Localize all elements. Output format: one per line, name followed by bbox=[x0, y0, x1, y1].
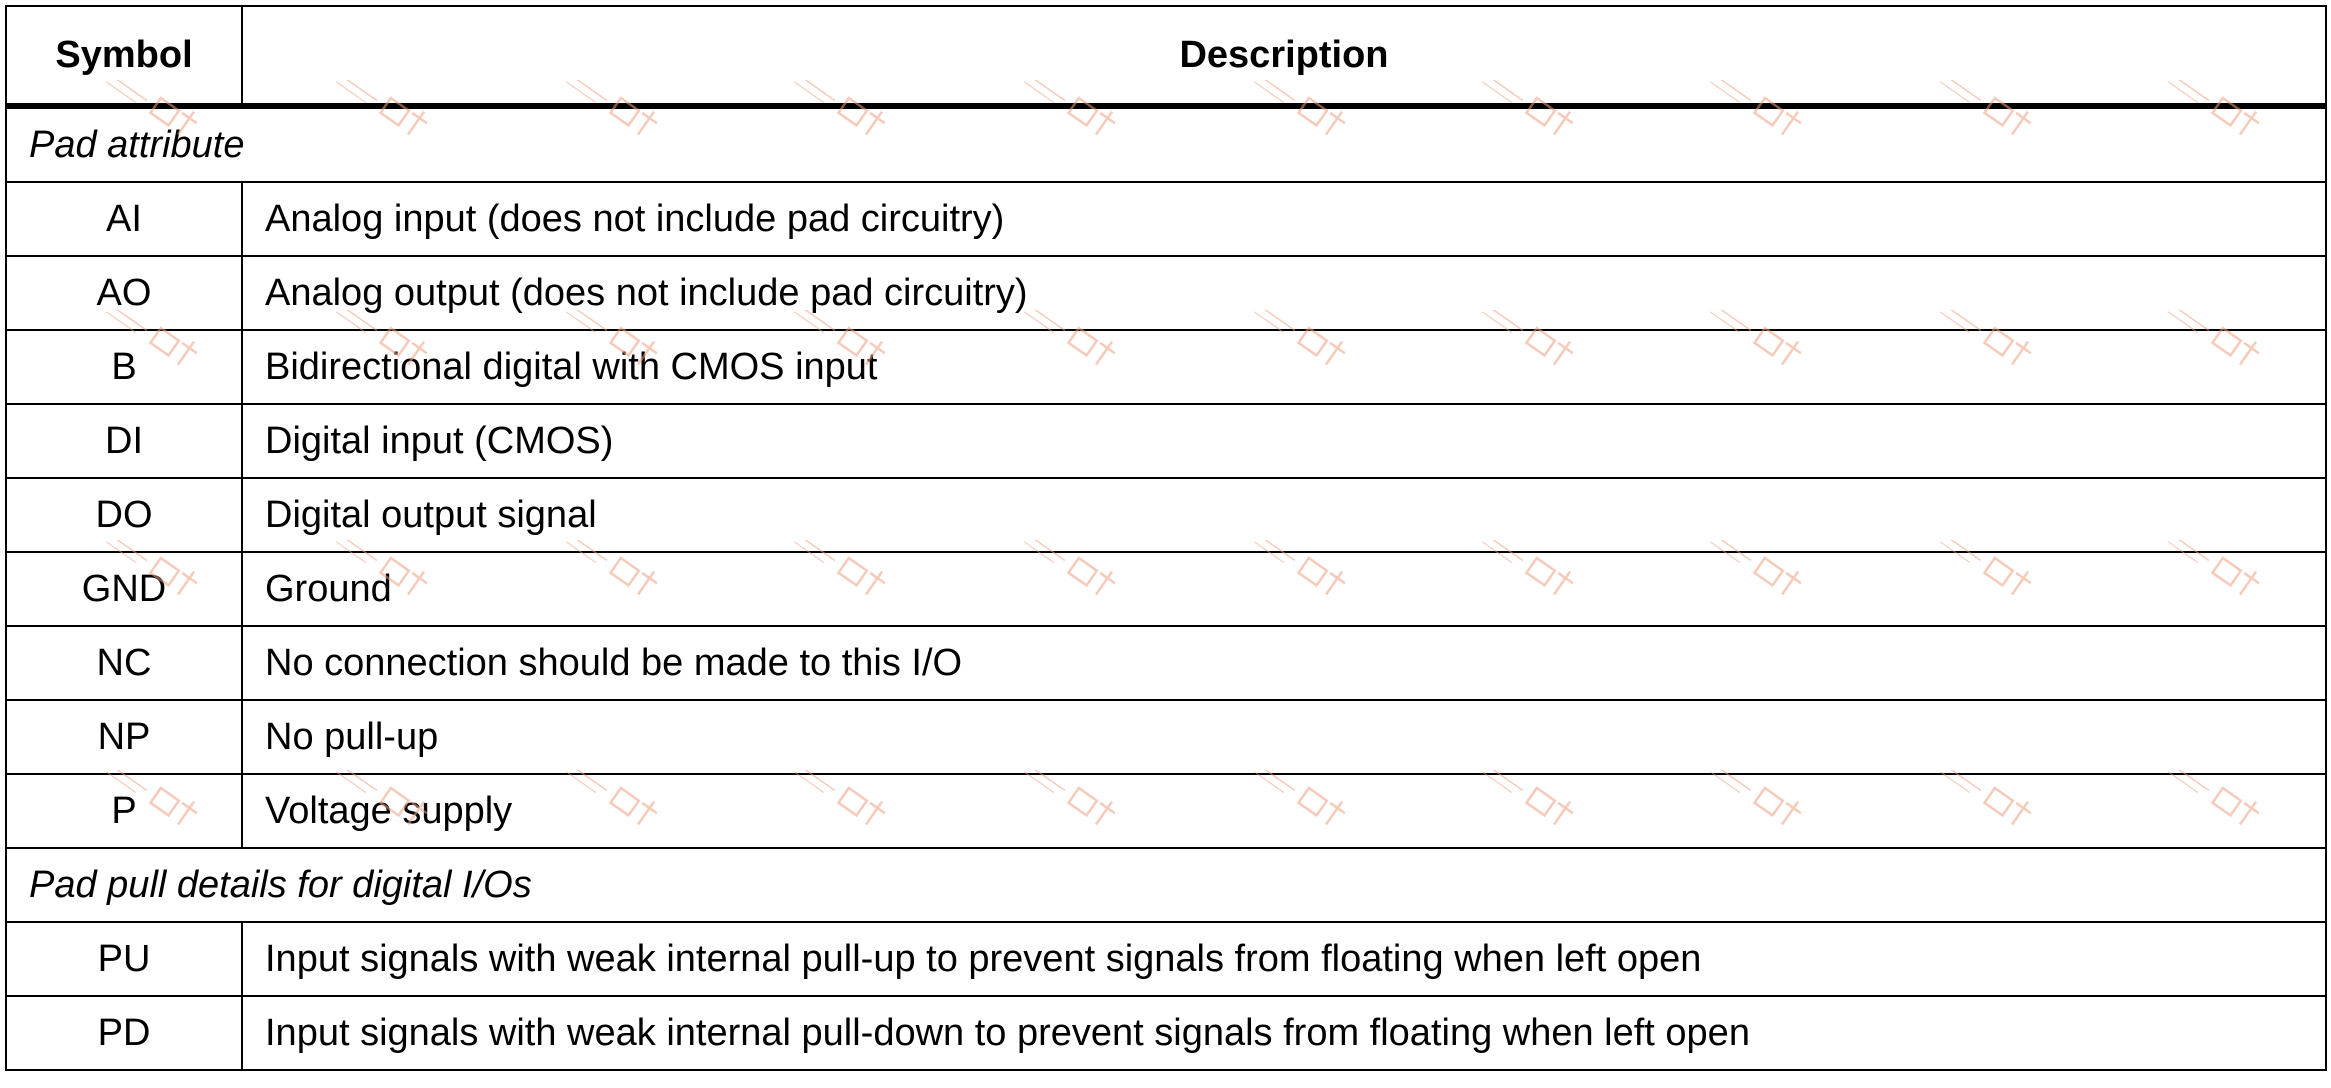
section-title: Pad pull details for digital I/Os bbox=[6, 848, 2326, 922]
pad-legend-table bbox=[5, 5, 2327, 1071]
table-header-row bbox=[6, 6, 2326, 106]
symbol-cell: AI bbox=[6, 182, 242, 256]
description-cell: Analog input (does not include pad circuitry) bbox=[242, 182, 2326, 256]
symbol-cell: DO bbox=[6, 478, 242, 552]
table-row bbox=[6, 256, 2326, 330]
description-cell: Analog output (does not include pad circuitry) bbox=[242, 256, 2326, 330]
table-row bbox=[6, 626, 2326, 700]
table-row bbox=[6, 182, 2326, 256]
table-row bbox=[6, 774, 2326, 848]
description-cell: No connection should be made to this I/O bbox=[242, 626, 2326, 700]
symbol-cell: GND bbox=[6, 552, 242, 626]
section-row-pad-attribute bbox=[6, 106, 2326, 182]
symbol-cell: P bbox=[6, 774, 242, 848]
description-cell: Bidirectional digital with CMOS input bbox=[242, 330, 2326, 404]
section-row-pad-pull-details bbox=[6, 848, 2326, 922]
table-row bbox=[6, 922, 2326, 996]
description-cell: Digital input (CMOS) bbox=[242, 404, 2326, 478]
table-row bbox=[6, 700, 2326, 774]
description-cell: Voltage supply bbox=[242, 774, 2326, 848]
table-row bbox=[6, 404, 2326, 478]
symbol-cell: NP bbox=[6, 700, 242, 774]
symbol-cell: NC bbox=[6, 626, 242, 700]
description-column-header: Description bbox=[242, 6, 2326, 106]
table-row bbox=[6, 996, 2326, 1070]
symbol-cell: DI bbox=[6, 404, 242, 478]
section-title: Pad attribute bbox=[6, 106, 2326, 182]
symbol-cell: AO bbox=[6, 256, 242, 330]
table-row bbox=[6, 478, 2326, 552]
description-cell: Input signals with weak internal pull-down to prevent signals from floating when left open bbox=[242, 996, 2326, 1070]
description-cell: No pull-up bbox=[242, 700, 2326, 774]
table-row bbox=[6, 552, 2326, 626]
description-cell: Input signals with weak internal pull-up to prevent signals from floating when left open bbox=[242, 922, 2326, 996]
symbol-column-header: Symbol bbox=[6, 6, 242, 106]
description-cell: Ground bbox=[242, 552, 2326, 626]
symbol-cell: PD bbox=[6, 996, 242, 1070]
symbol-cell: B bbox=[6, 330, 242, 404]
description-cell: Digital output signal bbox=[242, 478, 2326, 552]
table-row bbox=[6, 330, 2326, 404]
symbol-cell: PU bbox=[6, 922, 242, 996]
